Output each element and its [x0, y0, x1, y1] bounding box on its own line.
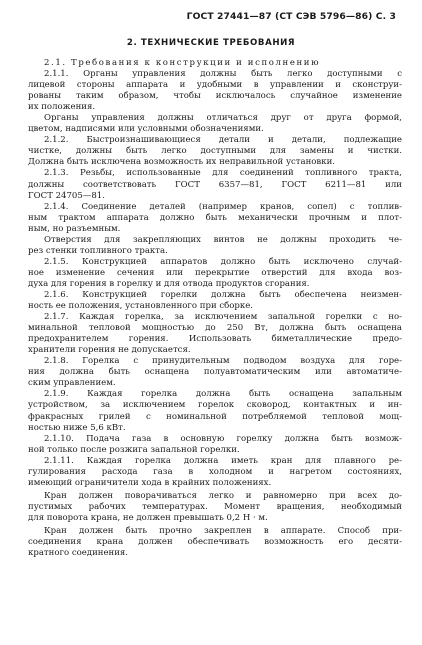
paragraph-p2-1-8 — [28, 356, 402, 389]
text-line: 2.1.4. Соединение деталей (например кранов, сопел) с топлив- — [44, 201, 402, 212]
text-line: ским управлением. — [28, 378, 116, 389]
document-body — [28, 58, 402, 559]
paragraph-p2-1-11 — [28, 456, 402, 489]
text-line: ным, но разъемным. — [28, 223, 121, 234]
text-line: чистке, должны быть легко доступными для замены и чистки. — [28, 146, 402, 157]
text-line: рованы таким образом, чтобы исключалось случайное изменение — [28, 91, 402, 102]
text-line: имеющий ограничители хода в крайних положениях. — [28, 477, 272, 488]
paragraph-p2-1 — [28, 58, 402, 69]
paragraph-p2-1-9 — [28, 389, 402, 433]
paragraph-p2-1-6 — [28, 290, 402, 312]
text-line: их положения. — [28, 102, 96, 113]
text-line: ния должна быть оснащена полуавтоматическим или автоматиче- — [28, 367, 402, 378]
paragraph-p2-1-3 — [28, 168, 402, 201]
text-line: ГОСТ 24705—81. — [28, 190, 105, 201]
text-line: 2.1.8. Горелка с принудительным подводом воздуха для горе- — [44, 356, 402, 367]
text-line: 2.1.2. Быстроизнашивающиеся детали и детали, подлежащие — [44, 135, 402, 146]
text-line: ностью ниже 5,6 кВт. — [28, 422, 126, 433]
paragraph-p2-1-2 — [28, 135, 402, 168]
text-line: должны соответствовать ГОСТ 6357—81, ГОСТ 6211—81 или — [28, 179, 402, 190]
text-line: Должна быть исключена возможность их неправильной установки. — [28, 157, 336, 168]
text-line: лицевой стороны аппарата и удобными в управлении и сконструи- — [28, 80, 402, 91]
text-line: ной только после розжига запальной горелки. — [28, 444, 240, 455]
text-line: Кран должен быть прочно закреплен в аппарате. Способ при- — [44, 525, 402, 536]
text-line: рез стенки топливного тракта. — [28, 245, 168, 256]
text-line: устройством, за исключением горелок сковород, контактных и ин- — [28, 400, 402, 411]
text-line: 2.1.1. Органы управления должны быть легко доступными с — [44, 69, 402, 80]
text-line: кратного соединения. — [28, 548, 129, 559]
text-line: для поворота крана, не должен превышать 0,2 Н · м. — [28, 512, 268, 523]
text-line: 2.1.3. Резьбы, использованные для соединений топливного тракта, — [44, 168, 402, 179]
text-line: 2.1.10. Подача газа в основную горелку должна быть возмож- — [44, 433, 402, 444]
text-line: 2.1.9. Каждая горелка должна быть оснащена запальным — [44, 389, 402, 400]
text-line: Кран должен поворачиваться легко и равномерно при всех до- — [44, 490, 402, 501]
text-line: 2.1.6. Конструкцией горелки должна быть обеспечена неизмен- — [44, 289, 402, 300]
section-title: 2. ТЕХНИЧЕСКИЕ ТРЕБОВАНИЯ — [126, 38, 296, 48]
paragraph-p-fix — [28, 526, 402, 559]
paragraph-p-screws — [28, 235, 402, 257]
paragraph-p-valve — [28, 491, 402, 524]
text-line: пустимых рабочих температурах. Момент вращения, необходимый — [28, 501, 402, 512]
text-line: соединения крана должен обеспечивать возможность его десяти- — [28, 537, 402, 548]
paragraph-p2-1-10 — [28, 434, 402, 456]
text-line: ным трактом аппарата должно быть механически прочным и плот- — [28, 212, 402, 223]
text-line: гулирования расхода газа в холодном и нагретом состояниях, — [28, 466, 402, 477]
text-line: 2.1.7. Каждая горелка, за исключением запальной горелки с но- — [44, 312, 402, 323]
paragraph-p2-1-7 — [28, 312, 402, 356]
text-line: Отверстия для закрепляющих винтов не должны проходить че- — [44, 234, 402, 245]
text-line: 2.1.11. Каждая горелка должна иметь кран для плавного ре- — [44, 455, 402, 466]
text-line: хранители горения не допускается. — [28, 345, 191, 356]
text-line: духа для горения в горелку и для отвода продуктов сгорания. — [28, 278, 310, 289]
text-line: цветом, надписями или условными обозначениями. — [28, 124, 264, 135]
text-line: 2.1. Требования к конструкции и исполнению — [44, 58, 321, 68]
paragraph-p2-1-1 — [28, 69, 402, 113]
page-header: ГОСТ 27441—87 (СТ СЭВ 5796—86) С. 3 — [186, 11, 396, 22]
text-line: предохранителем горения. Использовать биметаллические предо- — [28, 334, 402, 345]
text-line: Органы управления должны отличаться друг от друга формой, — [44, 113, 402, 124]
paragraph-p2-1-4 — [28, 202, 402, 235]
text-line: ное изменение сечения или перекрытие отверстий для входа воз- — [28, 267, 402, 278]
text-line: минальной тепловой мощностью до 250 Вт, должна быть оснащена — [28, 323, 402, 334]
text-line: фракрасных грилей с номинальной потребляемой тепловой мощ- — [28, 411, 402, 422]
paragraph-p-organs — [28, 113, 402, 135]
text-line: 2.1.5. Конструкцией аппаратов должно быть исключено случай- — [44, 256, 402, 267]
paragraph-p2-1-5 — [28, 257, 402, 290]
text-line: ность ее положения, установленного при сборке. — [28, 301, 254, 312]
